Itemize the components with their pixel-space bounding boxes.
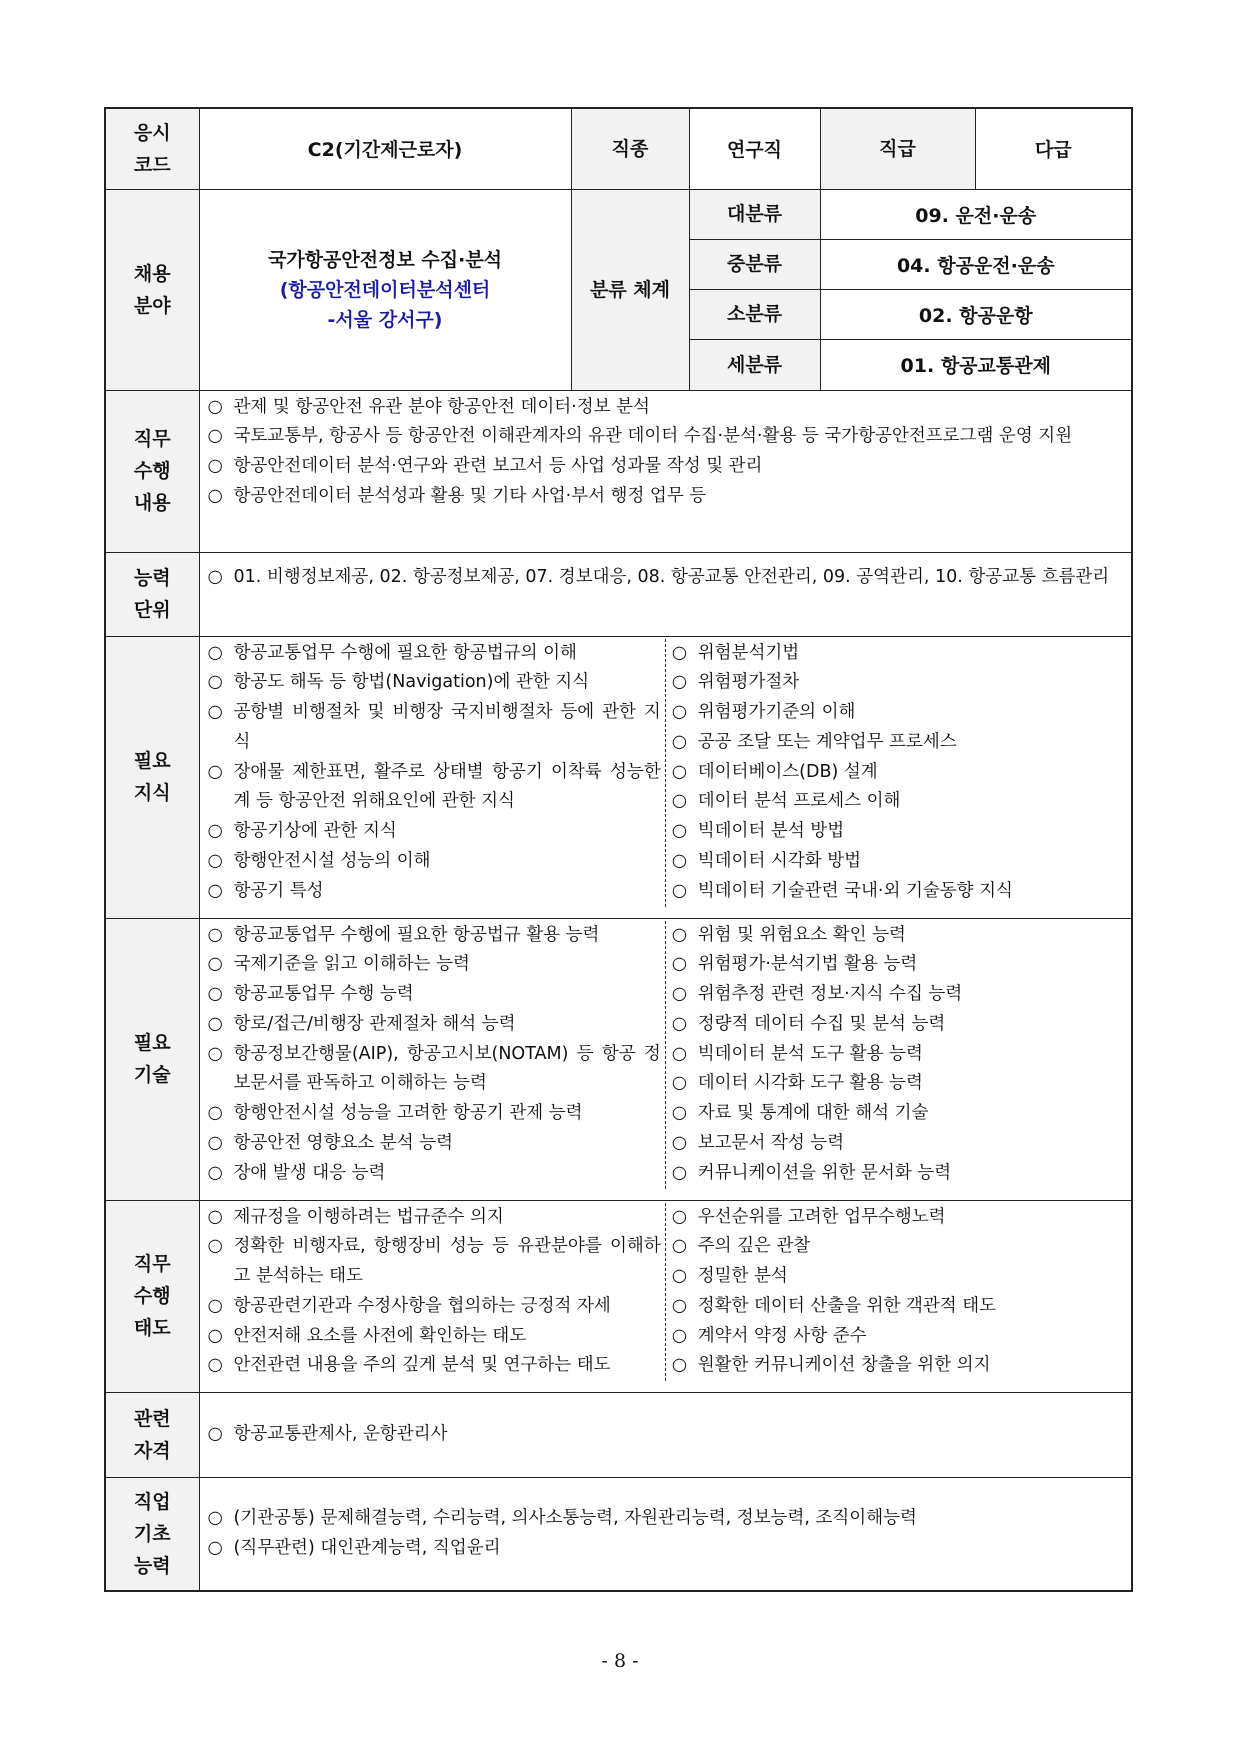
class-major-label: 대분류 <box>689 189 820 239</box>
attitude-lists <box>199 1200 1132 1392</box>
knowledge-label: 필요 지식 <box>105 636 199 918</box>
bullet-circle-icon: ○ <box>207 851 223 872</box>
bullet-circle-icon: ○ <box>671 880 688 901</box>
bullet-circle-icon: ○ <box>207 1423 223 1444</box>
bullet-circle-icon: ○ <box>671 761 688 782</box>
bullet-circle-icon: ○ <box>207 984 223 1005</box>
job-type-value: 연구직 <box>689 108 820 189</box>
bullet-circle-icon: ○ <box>207 924 223 945</box>
class-major-value: 09. 운전·운송 <box>820 189 1132 239</box>
list-item: ○ 항행안전시설 성능을 고려한 항공기 관제 능력 <box>208 1099 661 1129</box>
list-item: ○ 장애물 제한표면, 활주로 상태별 항공기 이착륙 성능한계 등 항공안전 위해요인에 관한 지식 <box>208 758 661 818</box>
hiring-field-label: 채용 분야 <box>105 189 199 390</box>
list-item: ○ 주의 깊은 관찰 <box>672 1232 1125 1262</box>
list-item: ○ 항로/접근/비행장 관제절차 해석 능력 <box>208 1010 661 1040</box>
list-item: ○ 항공교통업무 수행 능력 <box>208 980 661 1010</box>
certifications-row <box>105 1392 1132 1477</box>
bullet-circle-icon: ○ <box>207 954 223 975</box>
list-item: ○ 빅데이터 기술관련 국내·외 기술동향 지식 <box>672 877 1125 907</box>
bullet-circle-icon: ○ <box>671 1355 688 1376</box>
grade-label: 직급 <box>820 108 975 189</box>
list-item: ○ 위험 및 위험요소 확인 능력 <box>672 921 1125 951</box>
certifications-list <box>199 1392 1132 1477</box>
list-item: ○ 항공도 해독 등 항법(Navigation)에 관한 지식 <box>208 668 661 698</box>
bullet-circle-icon: ○ <box>207 485 223 506</box>
list-item: ○ 항공관련기관과 수정사항을 협의하는 긍정적 자세 <box>208 1292 661 1322</box>
bullet-circle-icon: ○ <box>207 566 223 587</box>
bullet-circle-icon: ○ <box>671 1206 688 1227</box>
list-item: ○ 01. 비행정보제공, 02. 항공정보제공, 07. 경보대응, 08. 항공교통 안전관리, 09. 공역관리, 10. 항공교통 흐름관리 <box>208 563 1126 593</box>
list-item: ○ 항공교통관제사, 운항관리사 <box>208 1420 1126 1450</box>
bullet-circle-icon: ○ <box>207 761 223 782</box>
bullet-circle-icon: ○ <box>207 1133 223 1154</box>
list-item: ○ 원활한 커뮤니케이션 창출을 위한 의지 <box>672 1351 1125 1381</box>
certifications-label: 관련 자격 <box>105 1392 199 1477</box>
attitude-label: 직무 수행 태도 <box>105 1200 199 1392</box>
bullet-circle-icon: ○ <box>671 702 688 723</box>
list-item: ○ (직무관련) 대인관계능력, 직업윤리 <box>208 1534 1126 1564</box>
list-item: ○ 위험분석기법 <box>672 639 1125 669</box>
class-middle-value: 04. 항공운전·운송 <box>820 239 1132 289</box>
list-item: ○ 국제기준을 읽고 이해하는 능력 <box>208 950 661 980</box>
bullet-circle-icon: ○ <box>207 1355 223 1376</box>
bullet-circle-icon: ○ <box>207 1507 223 1528</box>
bullet-circle-icon: ○ <box>671 1073 688 1094</box>
bullet-circle-icon: ○ <box>207 1103 223 1124</box>
list-item: ○ 항공교통업무 수행에 필요한 항공법규의 이해 <box>208 639 661 669</box>
bullet-circle-icon: ○ <box>671 672 688 693</box>
bullet-circle-icon: ○ <box>207 1295 223 1316</box>
ability-units-row <box>105 552 1132 636</box>
class-minor-label: 소분류 <box>689 289 820 339</box>
list-item: ○ 항공교통업무 수행에 필요한 항공법규 활용 능력 <box>208 921 661 951</box>
list-item: ○ 데이터 분석 프로세스 이해 <box>672 787 1125 817</box>
bullet-circle-icon: ○ <box>671 924 688 945</box>
bullet-circle-icon: ○ <box>671 791 688 812</box>
list-item: ○ 자료 및 통계에 대한 해석 기술 <box>672 1099 1125 1129</box>
bullet-circle-icon: ○ <box>207 672 223 693</box>
duties-row <box>105 390 1132 552</box>
bullet-circle-icon: ○ <box>671 1236 688 1257</box>
bullet-circle-icon: ○ <box>671 1103 688 1124</box>
knowledge-lists <box>199 636 1132 918</box>
skills-right-column <box>666 921 1125 1189</box>
knowledge-right-column <box>666 639 1125 907</box>
duties-list <box>199 390 1132 552</box>
header-row <box>105 108 1132 189</box>
list-item: ○ 데이터베이스(DB) 설계 <box>672 758 1125 788</box>
list-item: ○ 위험평가·분석기법 활용 능력 <box>672 950 1125 980</box>
bullet-circle-icon: ○ <box>207 1325 223 1346</box>
bullet-circle-icon: ○ <box>671 821 688 842</box>
bullet-circle-icon: ○ <box>671 1133 688 1154</box>
bullet-circle-icon: ○ <box>671 642 688 663</box>
basic-competency-list <box>199 1477 1132 1591</box>
list-item: ○ 정밀한 분석 <box>672 1262 1125 1292</box>
ability-units-label: 능력 단위 <box>105 552 199 636</box>
knowledge-left-column <box>208 639 666 907</box>
list-item: ○ 위험추정 관련 정보·지식 수집 능력 <box>672 980 1125 1010</box>
attitude-left-column <box>208 1203 666 1382</box>
bullet-circle-icon: ○ <box>671 1013 688 1034</box>
list-item: ○ 안전관련 내용을 주의 깊게 분석 및 연구하는 태도 <box>208 1351 661 1381</box>
list-item: ○ 빅데이터 시각화 방법 <box>672 847 1125 877</box>
skills-left-column <box>208 921 666 1189</box>
hiring-field-location: -서울 강서구) <box>327 308 443 331</box>
list-item: ○ 보고문서 작성 능력 <box>672 1129 1125 1159</box>
grade-value: 다급 <box>975 108 1132 189</box>
list-item: ○ 항공기상에 관한 지식 <box>208 817 661 847</box>
bullet-circle-icon: ○ <box>207 642 223 663</box>
attitude-row <box>105 1200 1132 1392</box>
list-item: ○ 정확한 데이터 산출을 위한 객관적 태도 <box>672 1292 1125 1322</box>
list-item: ○ 빅데이터 분석 도구 활용 능력 <box>672 1040 1125 1070</box>
list-item: ○ 공항별 비행절차 및 비행장 국지비행절차 등에 관한 지식 <box>208 698 661 758</box>
list-item: ○ 항공안전데이터 분석·연구와 관련 보고서 등 사업 성과물 작성 및 관리 <box>208 452 1126 482</box>
class-detail-value: 01. 항공교통관제 <box>820 339 1132 390</box>
list-item: ○ 계약서 약정 사항 준수 <box>672 1322 1125 1352</box>
class-middle-label: 중분류 <box>689 239 820 289</box>
bullet-circle-icon: ○ <box>207 456 223 477</box>
class-detail-label: 세분류 <box>689 339 820 390</box>
bullet-circle-icon: ○ <box>207 1206 223 1227</box>
bullet-circle-icon: ○ <box>207 1537 223 1558</box>
list-item: ○ 항행안전시설 성능의 이해 <box>208 847 661 877</box>
list-item: ○ 빅데이터 분석 방법 <box>672 817 1125 847</box>
basic-competency-row <box>105 1477 1132 1591</box>
bullet-circle-icon: ○ <box>207 821 223 842</box>
classification-row <box>105 189 1132 239</box>
bullet-circle-icon: ○ <box>671 731 688 752</box>
list-item: ○ 국토교통부, 항공사 등 항공안전 이해관계자의 유관 데이터 수집·분석·활용 등 국가항공안전프로그램 운영 지원 <box>208 422 1126 452</box>
hiring-field-center: (항공안전데이터분석센터 <box>279 278 491 301</box>
list-item: ○ 커뮤니케이션을 위한 문서화 능력 <box>672 1159 1125 1189</box>
list-item: ○ 관제 및 항공안전 유관 분야 항공안전 데이터·정보 분석 <box>208 393 1126 423</box>
bullet-circle-icon: ○ <box>671 851 688 872</box>
list-item: ○ 데이터 시각화 도구 활용 능력 <box>672 1069 1125 1099</box>
job-type-label: 직종 <box>571 108 689 189</box>
bullet-circle-icon: ○ <box>671 1266 688 1287</box>
bullet-circle-icon: ○ <box>207 1162 223 1183</box>
bullet-circle-icon: ○ <box>207 1236 223 1257</box>
list-item: ○ 공공 조달 또는 계약업무 프로세스 <box>672 728 1125 758</box>
list-item: ○ 우선순위를 고려한 업무수행노력 <box>672 1203 1125 1233</box>
bullet-circle-icon: ○ <box>671 1162 688 1183</box>
bullet-circle-icon: ○ <box>671 1295 688 1316</box>
ability-units-list <box>199 552 1132 636</box>
list-item: ○ 위험평가절차 <box>672 668 1125 698</box>
list-item: ○ 항공안전데이터 분석성과 활용 및 기타 사업·부서 행정 업무 등 <box>208 482 1126 512</box>
classification-system-label: 분류 체계 <box>571 189 689 390</box>
list-item: ○ (기관공통) 문제해결능력, 수리능력, 의사소통능력, 자원관리능력, 정보능력, 조직이해능력 <box>208 1504 1126 1534</box>
bullet-circle-icon: ○ <box>207 396 223 417</box>
exam-code-value: C2(기간제근로자) <box>199 108 571 189</box>
page-number: - 8 - <box>601 1650 639 1672</box>
bullet-circle-icon: ○ <box>207 880 223 901</box>
bullet-circle-icon: ○ <box>207 702 223 723</box>
attitude-right-column <box>666 1203 1125 1382</box>
list-item: ○ 항공기 특성 <box>208 877 661 907</box>
exam-code-label: 응시 코드 <box>105 108 199 189</box>
skills-row <box>105 918 1132 1200</box>
list-item: ○ 안전저해 요소를 사전에 확인하는 태도 <box>208 1322 661 1352</box>
list-item: ○ 항공정보간행물(AIP), 항공고시보(NOTAM) 등 항공 정보문서를 판독하고 이해하는 능력 <box>208 1040 661 1100</box>
skills-lists <box>199 918 1132 1200</box>
hiring-field-value <box>199 189 571 390</box>
list-item: ○ 항공안전 영향요소 분석 능력 <box>208 1129 661 1159</box>
job-description-table <box>104 107 1133 1592</box>
list-item: ○ 위험평가기준의 이해 <box>672 698 1125 728</box>
basic-competency-label: 직업 기초 능력 <box>105 1477 199 1591</box>
list-item: ○ 장애 발생 대응 능력 <box>208 1159 661 1189</box>
bullet-circle-icon: ○ <box>207 1013 223 1034</box>
bullet-circle-icon: ○ <box>671 1325 688 1346</box>
list-item: ○ 정량적 데이터 수집 및 분석 능력 <box>672 1010 1125 1040</box>
skills-label: 필요 기술 <box>105 918 199 1200</box>
class-minor-value: 02. 항공운항 <box>820 289 1132 339</box>
bullet-circle-icon: ○ <box>671 984 688 1005</box>
bullet-circle-icon: ○ <box>671 1043 688 1064</box>
duties-label: 직무 수행 내용 <box>105 390 199 552</box>
list-item: ○ 정확한 비행자료, 항행장비 성능 등 유관분야를 이해하고 분석하는 태도 <box>208 1232 661 1292</box>
bullet-circle-icon: ○ <box>207 1043 223 1064</box>
hiring-field-title: 국가항공안전정보 수집·분석 <box>267 248 503 271</box>
bullet-circle-icon: ○ <box>207 426 223 447</box>
knowledge-row <box>105 636 1132 918</box>
list-item: ○ 제규정을 이행하려는 법규준수 의지 <box>208 1203 661 1233</box>
bullet-circle-icon: ○ <box>671 954 688 975</box>
